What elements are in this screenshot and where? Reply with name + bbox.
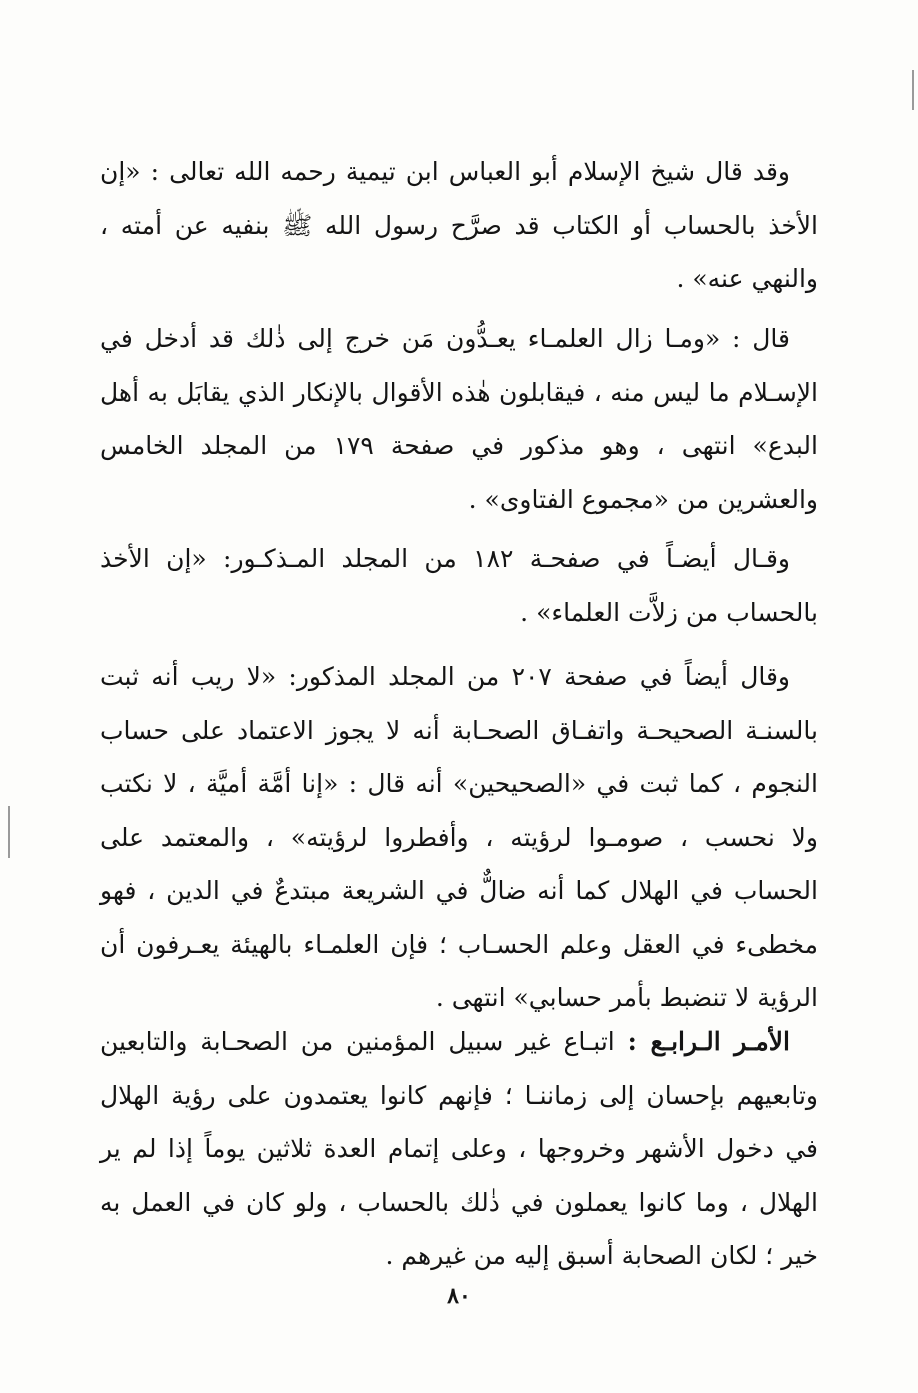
paragraph-text [100, 1015, 818, 1283]
paragraph-3 [100, 532, 818, 639]
scan-edge-mark [8, 806, 10, 858]
paragraph-1 [100, 145, 818, 306]
paragraph-5 [100, 1015, 818, 1283]
scan-edge-mark [912, 70, 914, 110]
paragraph-body: اتبـاع غير سبيل المؤمنين من الصحـابة والتابعين وتابعيهم بإحسان إلى زماننـا ؛ فإنهم كانوا يعتمدون على رؤية الهلال في دخول الأشهر وخروجها ، وعلى إتمام العدة ثلاثين يوماً إذا لم ير الهلال ، وما كانوا يعملون في ذٰلك بالحساب ، ولو كان في العمل به خير ؛ لكان الصحابة أسبق إليه من غيرهم . [100, 1027, 818, 1270]
paragraph-2 [100, 312, 818, 526]
paragraph-text: وقد قال شيخ الإسلام أبو العباس ابن تيمية رحمه الله تعالى : «إن الأخذ بالحساب أو الكتاب قد صرَّح رسول الله ﷺ بنفيه عن أمته ، والنهي عنه» . [100, 157, 818, 293]
paragraph-text: وقـال أيضـاً في صفحـة ١٨٢ من المجلد المـذكـور: «إن الأخذ بالحساب من زلاَّت العلماء» . [100, 544, 818, 627]
section-heading-inline: الأمـر الـرابـع : [627, 1027, 790, 1056]
paragraph-text: قال : «ومـا زال العلمـاء يعـدُّون مَن خرج إلى ذٰلك قد أدخل في الإسـلام ما ليس منه ، فيقابلون هٰذه الأقوال بالإنكار الذي يقابَل به أهل البدع» انتهى ، وهو مذكور في صفحة ١٧٩ من المجلد الخامس والعشرين من «مجموع الفتاوى» . [100, 324, 818, 514]
paragraph-4 [100, 650, 818, 1025]
page-number: ٨٠ [447, 1283, 471, 1309]
paragraph-text: وقال أيضاً في صفحة ٢٠٧ من المجلد المذكور: «لا ريب أنه ثبت بالسنـة الصحيحـة واتفـاق الصحـابة أنه لا يجوز الاعتماد على حساب النجوم ، كما ثبت في «الصحيحين» أنه قال : «إنا أمَّة أميَّة ، لا نكتب ولا نحسب ، صومـوا لرؤيته ، وأفطروا لرؤيته» ، والمعتمد على الحساب في الهلال كما أنه ضالٌّ في الشريعة مبتدعٌ في الدين ، فهو مخطىء في العقل وعلم الحسـاب ؛ فإن العلمـاء بالهيئة يعـرفون أن الرؤية لا تنضبط بأمر حسابي» انتهى . [100, 662, 818, 1012]
